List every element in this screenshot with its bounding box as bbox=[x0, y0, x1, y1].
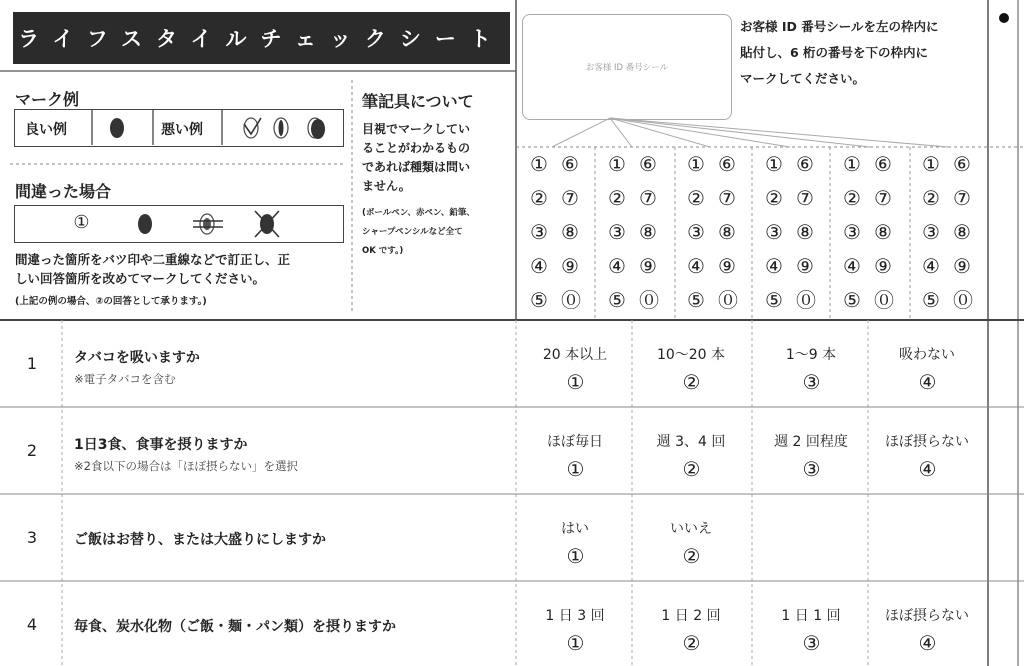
digit-bubble[interactable]: ① bbox=[687, 152, 705, 176]
digit-bubble[interactable]: ⑧ bbox=[639, 220, 657, 244]
answer-label: 10～20 本 bbox=[656, 347, 726, 363]
question-number: 4 bbox=[26, 615, 38, 634]
digit-bubble[interactable]: ④ bbox=[687, 254, 705, 278]
writing-note: (ボールペン、赤ペン、鉛筆、 シャープペンシルなど全て OK です。) bbox=[362, 208, 475, 256]
digit-bubble[interactable]: ⑧ bbox=[796, 220, 814, 244]
digit-bubble[interactable]: ② bbox=[922, 186, 940, 210]
digit-bubble[interactable]: ⑤ bbox=[765, 288, 783, 312]
mistake-example-box bbox=[14, 205, 344, 243]
digit-bubble[interactable]: ① bbox=[922, 152, 940, 176]
good-mark-filled bbox=[110, 118, 124, 138]
digit-bubble[interactable]: ③ bbox=[687, 220, 705, 244]
digit-bubble[interactable]: ⓪ bbox=[874, 288, 894, 312]
digit-bubble[interactable]: ⑤ bbox=[843, 288, 861, 312]
writing-heading: 筆記具について bbox=[362, 92, 474, 111]
digit-bubble[interactable]: ④ bbox=[530, 254, 548, 278]
answer-option[interactable] bbox=[868, 605, 986, 654]
answer-label: 1 日 1 回 bbox=[781, 608, 841, 624]
question-note: ※電子タバコを含む bbox=[74, 372, 176, 386]
answer-bubble[interactable]: ③ bbox=[802, 370, 821, 394]
digit-bubble[interactable]: ⑤ bbox=[922, 288, 940, 312]
digit-bubble[interactable]: ⑥ bbox=[874, 152, 892, 176]
question-text: 毎食、炭水化物（ご飯・麺・パン類）を摂りますか bbox=[74, 619, 396, 635]
corner-dot bbox=[999, 13, 1009, 23]
answer-option[interactable] bbox=[516, 518, 634, 567]
answer-option[interactable] bbox=[516, 344, 634, 393]
digit-bubble[interactable]: ① bbox=[530, 152, 548, 176]
answer-bubble[interactable]: ① bbox=[566, 457, 585, 481]
digit-bubble[interactable]: ④ bbox=[608, 254, 626, 278]
digit-bubble[interactable]: ⑥ bbox=[718, 152, 736, 176]
mistake-example-marks bbox=[15, 206, 342, 241]
answer-bubble[interactable]: ④ bbox=[918, 631, 937, 655]
digit-bubble[interactable]: ⑥ bbox=[796, 152, 814, 176]
digit-bubble[interactable]: ② bbox=[608, 186, 626, 210]
answer-option[interactable] bbox=[632, 344, 750, 393]
answer-label: いいえ bbox=[670, 521, 712, 537]
question-note: ※2食以下の場合は「ほぼ摂らない」を選択 bbox=[74, 459, 298, 473]
answer-bubble[interactable]: ② bbox=[682, 544, 701, 568]
seal-instruction: お客様 ID 番号シールを左の枠内に 貼付し、6 桁の番号を下の枠内に マークしてください。 bbox=[740, 19, 939, 86]
answer-label: ほぼ毎日 bbox=[547, 434, 603, 450]
question-text: ご飯はお替り、または大盛りにしますか bbox=[74, 532, 326, 548]
digit-bubble[interactable]: ④ bbox=[843, 254, 861, 278]
answer-option[interactable] bbox=[752, 605, 870, 654]
answer-label: 1～9 本 bbox=[785, 347, 837, 363]
answer-option[interactable] bbox=[868, 431, 986, 480]
answer-label: ほぼ摂らない bbox=[885, 608, 969, 624]
answer-option[interactable] bbox=[752, 344, 870, 393]
mistake-heading: 間違った場合 bbox=[15, 182, 112, 201]
answer-bubble[interactable]: ② bbox=[682, 370, 701, 394]
answer-label: ほぼ摂らない bbox=[885, 434, 969, 450]
answer-option[interactable] bbox=[516, 431, 634, 480]
digit-bubble[interactable]: ⑨ bbox=[796, 254, 814, 278]
digit-bubble[interactable]: ⓪ bbox=[796, 288, 816, 312]
digit-bubble[interactable]: ② bbox=[530, 186, 548, 210]
good-example-label: 良い例 bbox=[25, 122, 67, 138]
id-seal-box[interactable] bbox=[522, 14, 732, 120]
answer-option[interactable] bbox=[632, 518, 750, 567]
answer-bubble[interactable]: ③ bbox=[802, 631, 821, 655]
answer-bubble[interactable]: ① bbox=[566, 631, 585, 655]
digit-bubble[interactable]: ③ bbox=[608, 220, 626, 244]
digit-bubble[interactable]: ⑧ bbox=[874, 220, 892, 244]
sheet-title: ライフスタイルチェックシート bbox=[13, 12, 510, 64]
answer-bubble[interactable]: ① bbox=[566, 370, 585, 394]
mark-example-heading: マーク例 bbox=[15, 90, 80, 109]
question-number: 1 bbox=[26, 354, 38, 373]
answer-bubble[interactable]: ④ bbox=[918, 457, 937, 481]
mistake-text: 間違った箇所をバツ印や二重線などで訂正し、正 しい回答箇所を改めてマークしてください。 bbox=[15, 252, 291, 286]
digit-bubble[interactable]: ⑦ bbox=[953, 186, 971, 210]
digit-bubble[interactable]: ② bbox=[843, 186, 861, 210]
answer-option[interactable] bbox=[868, 344, 986, 393]
mistake-note: (上記の例の場合、②の回答として承ります。) bbox=[15, 296, 207, 307]
digit-bubble[interactable]: ⑧ bbox=[561, 220, 579, 244]
answer-option[interactable] bbox=[752, 431, 870, 480]
digit-bubble[interactable]: ⑨ bbox=[953, 254, 971, 278]
digit-bubble[interactable]: ⑥ bbox=[953, 152, 971, 176]
digit-bubble[interactable]: ⑨ bbox=[561, 254, 579, 278]
mark-example-box bbox=[14, 109, 344, 147]
digit-bubble[interactable]: ① bbox=[765, 152, 783, 176]
digit-bubble[interactable]: ⑦ bbox=[718, 186, 736, 210]
digit-bubble[interactable]: ③ bbox=[765, 220, 783, 244]
digit-bubble[interactable]: ③ bbox=[922, 220, 940, 244]
digit-bubble[interactable]: ① bbox=[843, 152, 861, 176]
digit-bubble[interactable]: ② bbox=[765, 186, 783, 210]
digit-bubble[interactable]: ④ bbox=[765, 254, 783, 278]
answer-option[interactable] bbox=[516, 605, 634, 654]
answer-label: 吸わない bbox=[899, 347, 955, 363]
question-text: 1日3食、食事を摂りますか bbox=[74, 437, 248, 453]
digit-bubble[interactable]: ⑤ bbox=[687, 288, 705, 312]
answer-bubble[interactable]: ① bbox=[566, 544, 585, 568]
digit-bubble[interactable]: ⑤ bbox=[608, 288, 626, 312]
digit-bubble[interactable]: ③ bbox=[530, 220, 548, 244]
answer-bubble[interactable]: ④ bbox=[918, 370, 937, 394]
answer-label: 週 3、4 回 bbox=[656, 434, 726, 450]
digit-bubble[interactable]: ⑦ bbox=[639, 186, 657, 210]
digit-bubble[interactable]: ⓪ bbox=[953, 288, 973, 312]
digit-bubble[interactable]: ⓪ bbox=[718, 288, 738, 312]
question-number: 3 bbox=[26, 528, 38, 547]
digit-bubble[interactable]: ③ bbox=[843, 220, 861, 244]
digit-bubble[interactable]: ⑦ bbox=[874, 186, 892, 210]
answer-label: 週 2 回程度 bbox=[774, 434, 848, 450]
digit-bubble[interactable]: ⑨ bbox=[639, 254, 657, 278]
digit-bubble[interactable]: ⑧ bbox=[718, 220, 736, 244]
digit-bubble[interactable]: ⑥ bbox=[639, 152, 657, 176]
answer-label: 20 本以上 bbox=[542, 347, 608, 363]
digit-bubble[interactable]: ⑤ bbox=[530, 288, 548, 312]
digit-bubble[interactable]: ⑦ bbox=[561, 186, 579, 210]
answer-label: 1 日 2 回 bbox=[661, 608, 721, 624]
bad-example-label: 悪い例 bbox=[161, 122, 203, 138]
answer-label: はい bbox=[561, 521, 589, 537]
digit-bubble[interactable]: ⓪ bbox=[561, 288, 581, 312]
writing-text: 目視でマークしてい ることがわかるもの であれば種類は問い ません。 bbox=[362, 122, 471, 193]
answer-label: 1 日 3 回 bbox=[545, 608, 605, 624]
digit-bubble[interactable]: ① bbox=[608, 152, 626, 176]
digit-bubble[interactable]: ⑧ bbox=[953, 220, 971, 244]
id-seal-label: お客様 ID 番号シール bbox=[585, 63, 669, 73]
id-digit-grid bbox=[520, 150, 1000, 320]
question-text: タバコを吸いますか bbox=[74, 350, 200, 366]
answer-bubble[interactable]: ③ bbox=[802, 457, 821, 481]
answer-option[interactable] bbox=[632, 431, 750, 480]
answer-option[interactable] bbox=[632, 605, 750, 654]
digit-bubble[interactable]: ⑥ bbox=[561, 152, 579, 176]
answer-bubble[interactable]: ② bbox=[682, 457, 701, 481]
answer-bubble[interactable]: ② bbox=[682, 631, 701, 655]
digit-bubble[interactable]: ⑨ bbox=[718, 254, 736, 278]
digit-bubble[interactable]: ⑨ bbox=[874, 254, 892, 278]
digit-bubble[interactable]: ⑦ bbox=[796, 186, 814, 210]
question-number: 2 bbox=[26, 441, 38, 460]
mistake-example-number: ① bbox=[73, 212, 90, 233]
digit-bubble[interactable]: ② bbox=[687, 186, 705, 210]
digit-bubble[interactable]: ⓪ bbox=[639, 288, 659, 312]
digit-bubble[interactable]: ④ bbox=[922, 254, 940, 278]
